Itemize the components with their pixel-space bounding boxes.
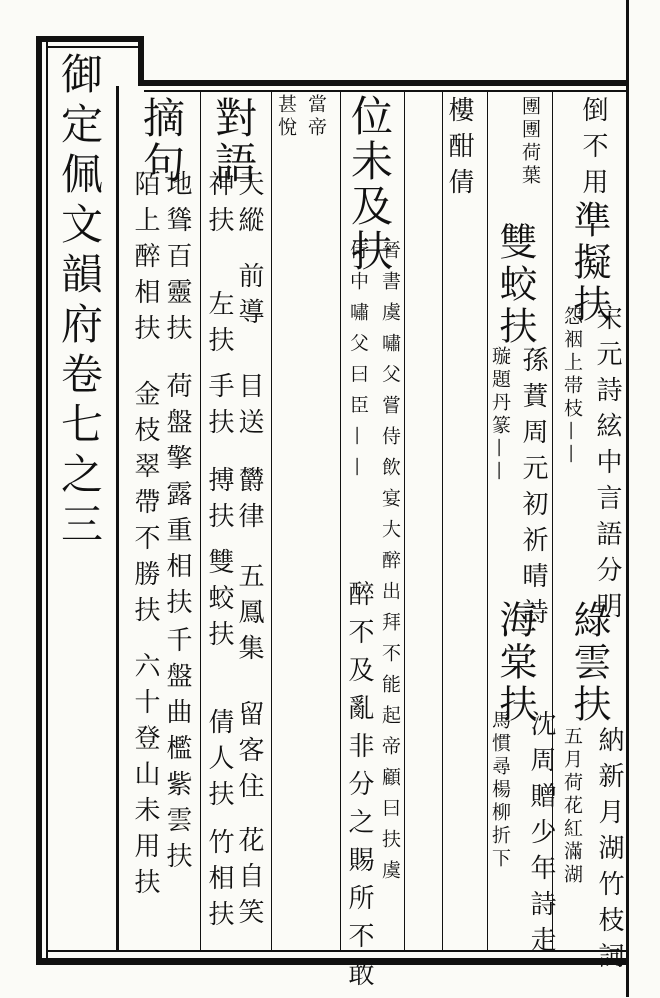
- text-column: 晉書虞嘯父嘗侍飲宴大醉出拜不能起帝顧曰扶虞: [379, 240, 401, 891]
- frame-top-main: [138, 80, 628, 86]
- frame-step-vertical: [138, 36, 144, 86]
- text-column: 當帝: [305, 94, 327, 140]
- text-column: 醉不及亂非分之賜所不敢: [344, 580, 374, 998]
- text-column: 陌上醉相扶: [130, 170, 160, 350]
- text-column: 花自笑: [234, 826, 264, 934]
- text-column: 倒不用: [578, 96, 608, 204]
- text-column: 沈周贈少年詩走: [526, 710, 556, 962]
- text-column: 手扶: [204, 372, 234, 444]
- frame-inner-left: [46, 42, 48, 960]
- frame-top-left: [36, 36, 144, 42]
- column-divider: [271, 92, 272, 950]
- text-column: 千盤曲檻紫雲扶: [162, 626, 192, 878]
- book-title: 御定佩文韻府卷七之三: [55, 52, 104, 552]
- text-column: 海棠扶: [493, 600, 537, 726]
- column-divider: [404, 92, 405, 950]
- text-column: 圑圑荷葉: [519, 96, 541, 188]
- text-column: 樓酣倩: [444, 96, 474, 204]
- text-column: 準擬扶: [567, 200, 611, 326]
- text-column: 天縱: [234, 170, 264, 242]
- text-column: 搏扶: [204, 466, 234, 538]
- column-divider: [442, 92, 443, 950]
- text-column: 怨裀上帯枝——: [561, 306, 583, 467]
- text-column: 欝律: [234, 466, 264, 538]
- text-column: 前導: [234, 262, 264, 334]
- frame-top-left-inner: [46, 46, 142, 48]
- text-column: 神扶: [204, 170, 234, 242]
- text-column: 金枝翠帶不勝扶: [130, 380, 160, 632]
- text-column: 納新月湖竹枝詞: [594, 726, 624, 978]
- text-column: 左扶: [204, 290, 234, 362]
- text-column: 孫蕡周元初祈晴詩: [518, 346, 548, 634]
- frame-right-edge: [626, 0, 629, 997]
- text-column: 綠雲扶: [567, 600, 611, 726]
- text-column: 璇題丹篆——: [489, 346, 511, 484]
- text-column: 荷盤擎露重相扶: [162, 372, 192, 624]
- text-column: 五月荷花紅滿湖: [561, 726, 583, 887]
- text-column: 六十登山未用扶: [130, 652, 160, 904]
- text-column: 五鳳集: [234, 562, 264, 670]
- text-column: 侍中嘯父曰臣——: [347, 240, 369, 488]
- text-column: 雙蛟扶: [493, 222, 537, 348]
- frame-top-main-inner: [144, 90, 628, 92]
- title-column-divider: [116, 86, 119, 952]
- text-column: 位未及扶: [345, 94, 394, 274]
- text-column: 宋元詩絃中言語分明: [592, 304, 622, 628]
- section-heading: 摘句: [137, 96, 186, 186]
- text-column: 目送: [234, 372, 264, 444]
- text-column: 地聳百靈扶: [162, 170, 192, 350]
- text-column: 雙蛟扶: [204, 548, 234, 656]
- text-column: 留客住: [234, 700, 264, 808]
- frame-outer-left: [36, 36, 42, 964]
- text-column: 竹相扶: [204, 828, 234, 936]
- text-column: 倩人扶: [204, 708, 234, 816]
- column-divider: [487, 92, 488, 950]
- column-divider: [200, 92, 201, 950]
- column-divider: [340, 92, 341, 950]
- text-column: 馬慣尋楊柳折下: [489, 710, 511, 871]
- text-column: 甚悅: [275, 94, 297, 140]
- section-heading: 對語: [209, 96, 258, 186]
